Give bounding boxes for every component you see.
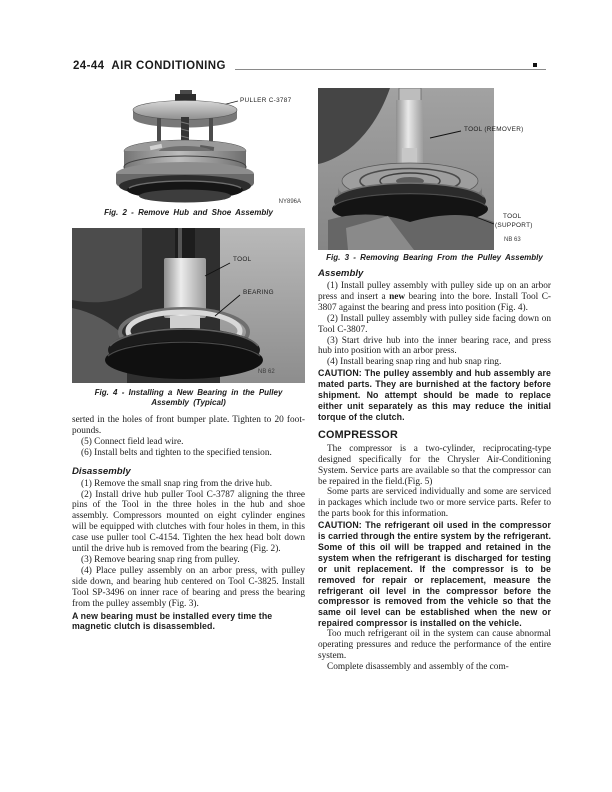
fig4-caption-line2: Assembly (Typical) (151, 398, 226, 407)
install-step-5: (5) Connect field lead wire. (81, 436, 184, 447)
assembly-step-3: (3) Start drive hub into the inner bearing race, and press hub into position with an arbor press. (318, 335, 551, 357)
fig4-caption-line1: Fig. 4 - Installing a New Bearing in the Pulley (94, 388, 283, 397)
fig3-label-remover: TOOL (REMOVER) (464, 126, 524, 133)
compressor-paragraph-2: Some parts are serviced individually and some are serviced in packages which include two or more service parts. Refer to the parts book for this information. (318, 487, 551, 520)
disassembly-step-3: (3) Remove bearing snap ring from pulley. (81, 554, 240, 565)
disassembly-step-4: (4) Place pulley assembly on an arbor press, with pulley side down, and bearing hub centered on Tool C-3825. Install Tool SP-3496 on inner race of bearing and press the bearing from the pulley assembly (Fig. 3). (72, 565, 305, 609)
fig2-photo (72, 88, 305, 205)
page-header (73, 60, 546, 72)
fig2-photo-code: NY896A (278, 199, 301, 205)
fig3-photo-code: NB 63 (504, 237, 521, 243)
right-column-text (318, 268, 551, 673)
compressor-heading: COMPRESSOR (318, 428, 398, 441)
caution-mated-parts: CAUTION: The pulley assembly and hub assembly are mated parts. They are burnished at the factory before shipment. No attempt should be made to replace either unit separately as this may reduce the initial torque of the clutch. (318, 368, 551, 422)
fig3-caption: Fig. 3 - Removing Bearing From the Pulley Assembly (326, 253, 543, 262)
header-rule (235, 69, 546, 70)
fig4-photo (72, 228, 305, 383)
install-step-6: (6) Install belts and tighten to the specified tension. (81, 447, 272, 458)
assembly-step-1-pre: (1) Install pulley assembly with pulley side up on an arbor press and insert a (318, 281, 551, 302)
fig3-photo (318, 88, 551, 250)
left-column-text (72, 415, 305, 632)
compressor-paragraph-4: Complete disassembly and assembly of the com- (327, 661, 509, 672)
fig4-bearing-install-illustration (72, 228, 305, 383)
assembly-step-1-post: bearing into the bore. Install Tool C-3807 against the bearing and press into position (Fig. 4). (318, 291, 551, 313)
fig2-caption: Fig. 2 - Remove Hub and Shoe Assembly (104, 208, 273, 217)
continued-paragraph: serted in the holes of front bumper plate. Tighten to 20 foot-pounds. (72, 415, 305, 436)
fig4-label-tool: TOOL (233, 256, 252, 263)
page-title: AIR CONDITIONING (111, 60, 226, 72)
assembly-step-1-emphasis: new (389, 291, 406, 302)
assembly-step-2: (2) Install pulley assembly with pulley side facing down on Tool C-3807. (318, 313, 551, 335)
compressor-paragraph-3: Too much refrigerant oil in the system can cause abnormal operating pressures and reduce the performance of the entire system. (318, 629, 551, 661)
header-square-mark (533, 63, 537, 67)
fig3-label-support-line2: (SUPPORT) (495, 222, 533, 229)
fig2-hub-puller-illustration (72, 88, 305, 205)
disassembly-step-2: (2) Install drive hub puller Tool C-3787 aligning the three pins of the Tool in the three holes in the hub and shoe assembly. Compressors mounted on eight cylinder engines will be equipped with clutches with four holes in them, in this case use puller tool C-4154. Tighten the hex head bolt down until the drive hub is removed from the bearing (Fig. 2). (72, 489, 305, 555)
assembly-step-1 (318, 281, 551, 314)
new-bearing-note: A new bearing must be installed every time the magnetic clutch is disassembled. (72, 610, 273, 632)
fig2-label-puller: PULLER C-3787 (240, 97, 292, 104)
fig3-label-support-line1: TOOL (503, 213, 522, 220)
fig4-label-bearing: BEARING (243, 289, 274, 296)
disassembly-heading: Disassembly (72, 465, 131, 477)
compressor-paragraph-1: The compressor is a two-cylinder, reciprocating-type designed specifically for the Chrysler Air-Conditioning System. Service parts are available so that the compressor can be repaired in the field.(Fig. 5) (318, 443, 551, 487)
fig4-photo-code: NB 62 (258, 369, 275, 375)
page-number: 24-44 (73, 60, 105, 72)
right-column (318, 84, 551, 673)
assembly-heading: Assembly (318, 268, 364, 279)
caution-refrigerant-oil: CAUTION: The refrigerant oil used in the compressor is carried through the entire system by the refrigerant. Some of this oil will be trapped and retained in the system when the refrigerant is discharged for testing or unit replacement. If the compressor is to be removed for repair or replacement, measure the refrigerant oil level in the compressor before the compressor is removed from the vehicle so that the same oil level can be established when the new or repaired compressor is installed on the vehicle. (318, 520, 551, 629)
assembly-step-4: (4) Install bearing snap ring and hub snap ring. (327, 357, 502, 368)
disassembly-step-1: (1) Remove the small snap ring from the drive hub. (81, 478, 273, 489)
left-column (72, 84, 305, 632)
